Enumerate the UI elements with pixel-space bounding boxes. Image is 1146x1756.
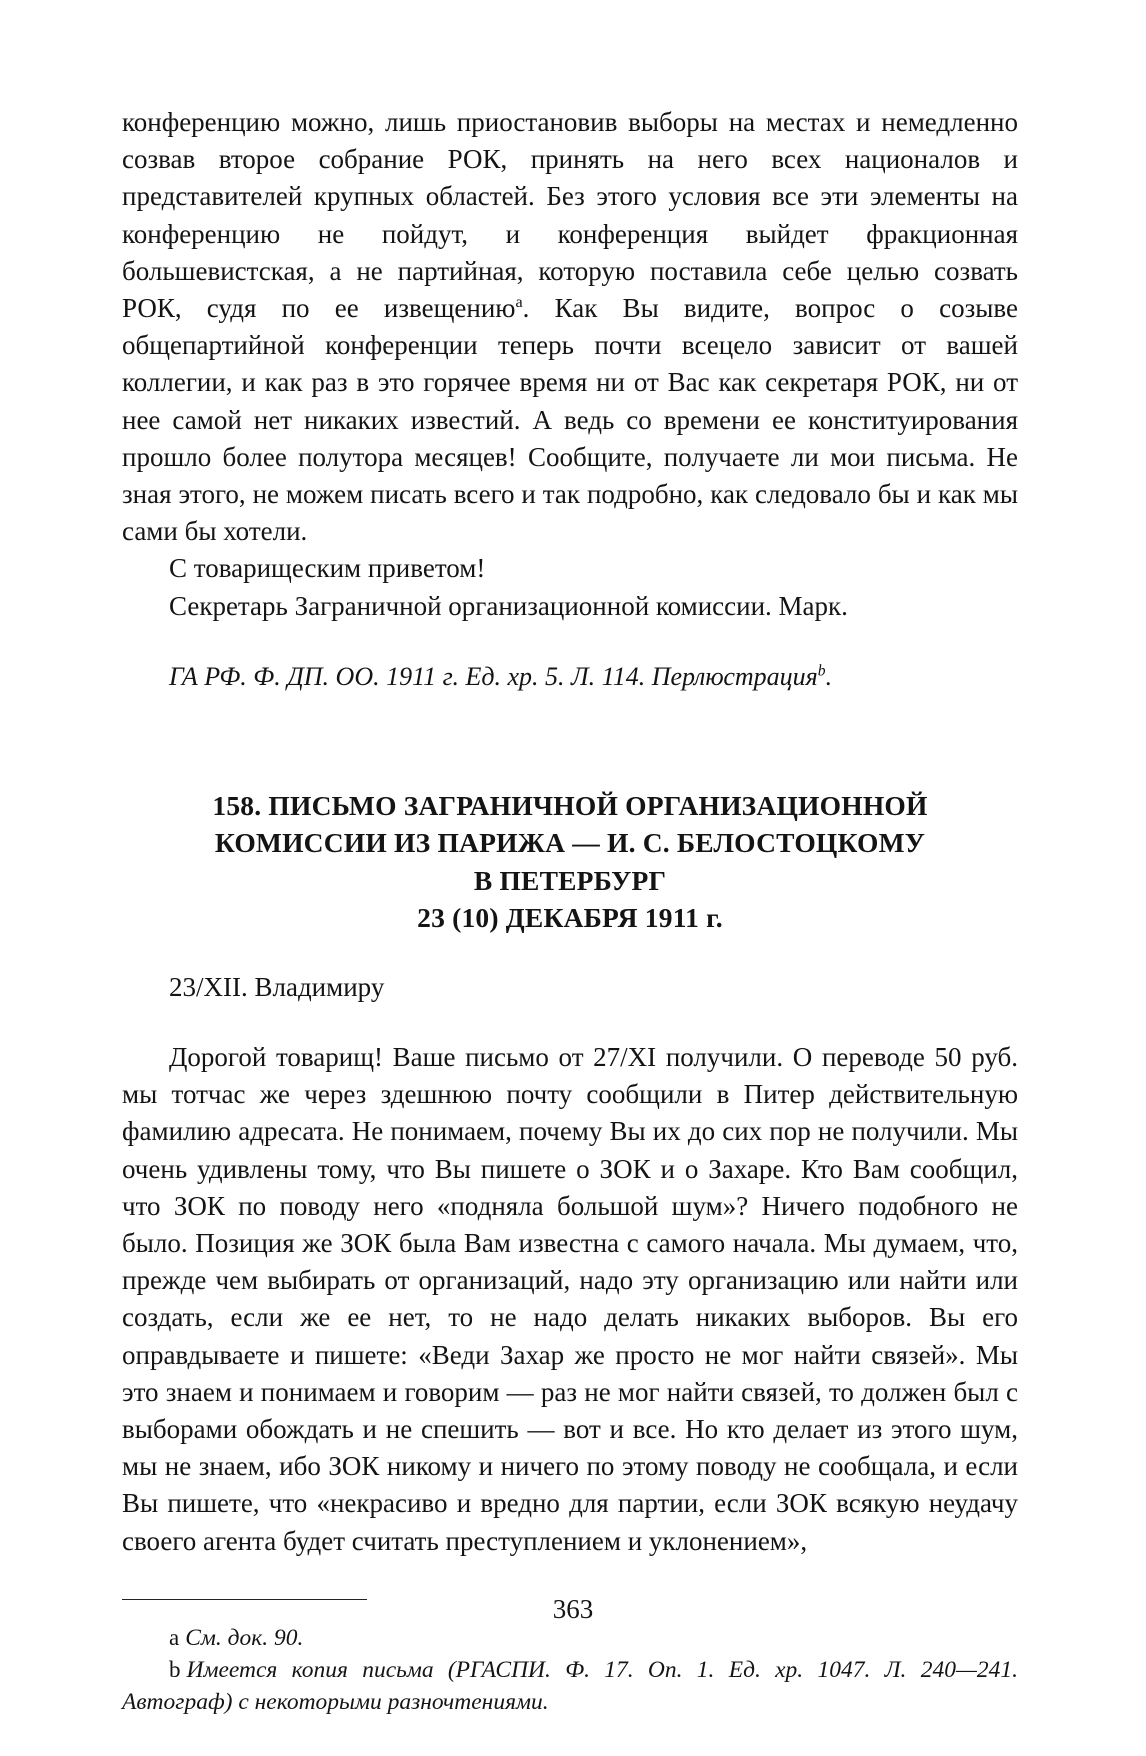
archive-source-text: ГА РФ. Ф. ДП. ОО. 1911 г. Ед. хр. 5. Л. 114. Перлюстрация [169, 661, 818, 691]
footnote-ref-a[interactable]: а [515, 293, 523, 312]
footnote-b [122, 1654, 1018, 1718]
footnote-a-mark: a [169, 1624, 180, 1650]
document-heading [122, 787, 1018, 937]
heading-line-3: В ПЕТЕРБУРГ [473, 864, 667, 896]
heading-line-1: 158. ПИСЬМО ЗАГРАНИЧНОЙ ОРГАНИЗАЦИОННОЙ [212, 789, 928, 821]
footnotes [122, 1622, 1018, 1718]
document-page [122, 104, 1018, 1718]
closing-signature: Секретарь Заграничной организационной комиссии. Марк. [169, 590, 848, 621]
letter-body: Дорогой товарищ! Ваше письмо от 27/XI получили. О переводе 50 руб. мы тотчас же через здешнюю почту сообщили в Питер действительную фамилию адресата. Не понимаем, почему Вы их до сих пор не получили. Мы очень удивлены тому, что Вы пишете о ЗОК и о Захаре. Кто Вам сообщил, что ЗОК по поводу него «подняла большой шум»? Ничего подобного не было. Позиция же ЗОК была Вам известна с самого начала. Мы думаем, что, прежде чем выбирать от организаций, надо эту организацию или найти или создать, если же ее нет, то не надо делать никаких выборов. Вы его оправдываете и пишете: «Веди Захар же просто не мог найти связей». Мы это знаем и понимаем и говорим — раз не мог найти связей, то должен был с выборами обождать и не спешить — вот и все. Но кто делает из этого шум, мы не знаем, ибо ЗОК никому и ничего по этому поводу не сообщала, и если Вы пишете, что «некрасиво и вредно для партии, если ЗОК всякую неудачу своего агента будет считать преступлением и уклонением», [122, 1042, 1018, 1556]
heading-line-2: КОМИССИИ ИЗ ПАРИЖА — И. С. БЕЛОСТОЦКОМУ [214, 827, 926, 859]
continuation-text-after: . Как Вы видите, вопрос о созыве общепартийной конференции теперь почти всецело зависит от вашей коллегии, и как раз в это горячее время ни от Вас как секретаря РОК, ни от нее самой нет никаких известий. А ведь со времени ее конституирования прошло более полутора месяцев! Сообщите, получаете ли мои письма. Не зная этого, не можем писать всего и так подробно, как следовало бы и как мы сами бы хотели. [122, 293, 1018, 547]
letter-address: 23/XII. Владимиру [169, 971, 385, 1002]
continuation-text: конференцию можно, лишь приостановив выборы на местах и немедленно созвав второе собрание РОК, принять на него всех националов и представителей крупных областей. Без этого условия все эти элементы на конференцию не пойдут, и конференция выйдет фракционная большевистская, а не партийная, которую поставила себе целью созвать РОК, судя по ее извещению [122, 107, 1018, 324]
footnote-b-mark: b [169, 1656, 181, 1682]
archive-source [122, 659, 1018, 695]
continuation-paragraph [122, 104, 1018, 550]
archive-source-text-after: . [825, 661, 833, 691]
footnote-ref-b[interactable]: b [817, 662, 826, 680]
heading-line-4: 23 (10) ДЕКАБРЯ 1911 г. [417, 902, 723, 934]
footnote-a [122, 1622, 1018, 1654]
footnote-a-text: См. док. 90. [185, 1624, 304, 1651]
closing-greeting: С товарищеским приветом! [169, 553, 486, 584]
footnote-b-text: Имеется копия письма (РГАСПИ. Ф. 17. Оп. 1. Ед. хр. 1047. Л. 240—241. Автограф) с некоторыми разночтениями. [122, 1656, 1018, 1715]
page-number: 363 [552, 1594, 594, 1624]
